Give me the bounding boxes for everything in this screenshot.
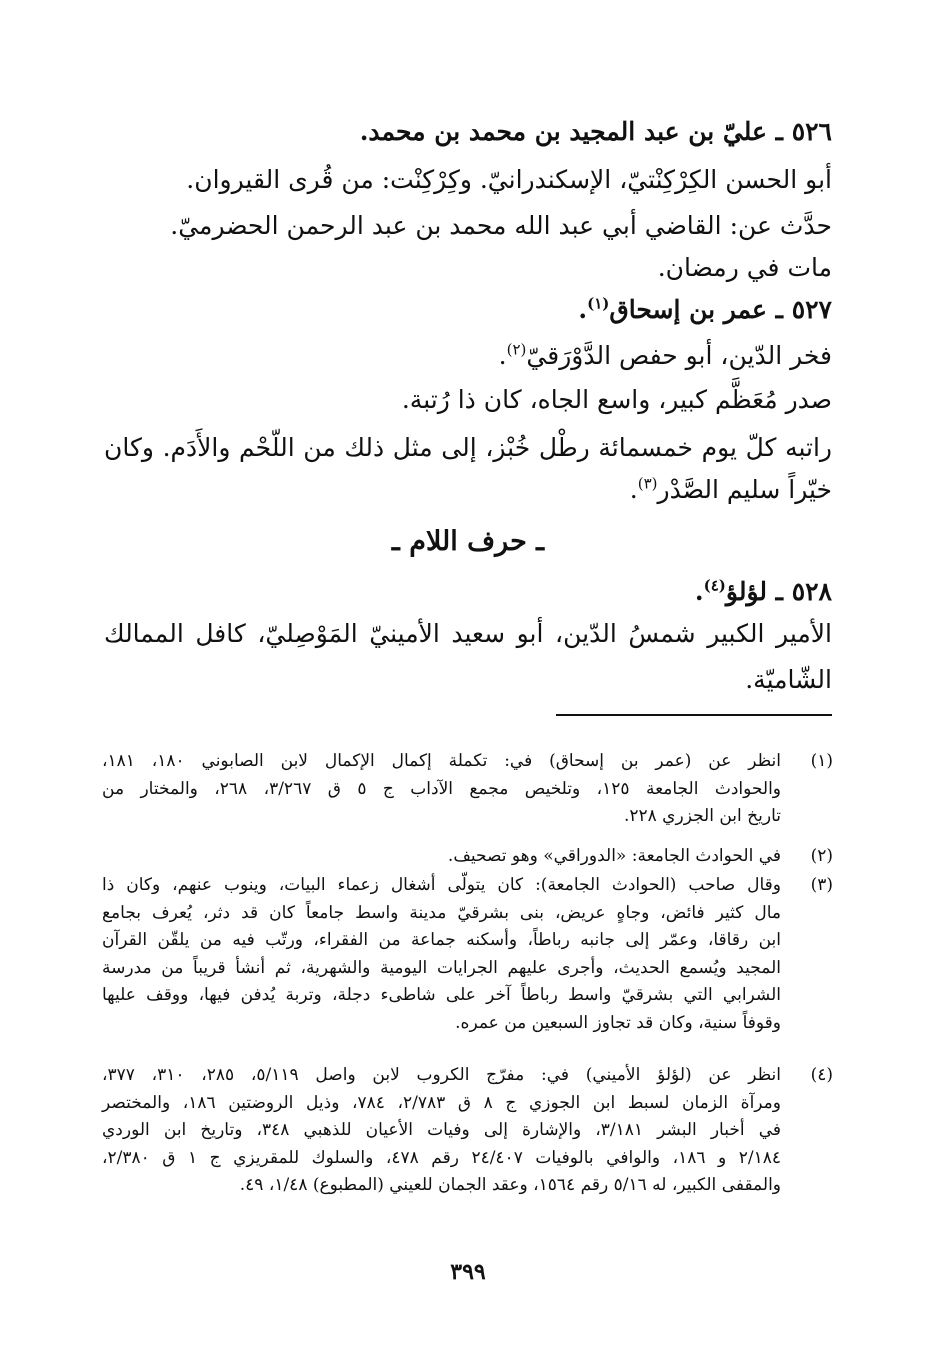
entry-527-line-1-end: . [498, 341, 507, 370]
footnote-ref-1: (١) [587, 294, 610, 313]
entry-527-line-1-text: فخر الدّين، أبو حفص الدَّوْرَقيّ [526, 341, 832, 370]
footnote-number: (٤) [810, 1065, 833, 1085]
entry-528-title-text: ٥٢٨ ـ لؤلؤ [725, 577, 832, 606]
entry-527-title-end: . [578, 295, 588, 324]
footnote-line: مال كثير فائض، وجاهٍ عريض، بنى بشرقيّ مدينة واسط جامعاً كان قد دثر، يُعرف بجامع [102, 902, 781, 923]
footnote-line: تاريخ ابن الجزري ٢٢٨. [623, 806, 781, 826]
footnote-line: انظر عن (لؤلؤ الأميني) في: مفرّج الكروب لابن واصل ٥/١١٩، ٢٨٥، ٣١٠، ٣٧٧، [102, 1065, 781, 1085]
footnote-number: (١) [810, 751, 833, 771]
footnote-line: وقوفاً سنية، وكان قد تجاوز السبعين من عمره. [455, 1012, 781, 1033]
section-heading: ـ حرف اللام ـ [391, 526, 545, 557]
entry-527-line-4 [104, 470, 832, 510]
entry-528-title [104, 572, 832, 612]
footnote-text [102, 843, 781, 871]
footnote-ref-3: (٣) [637, 474, 658, 493]
footnote-text [102, 872, 781, 1037]
footnote-line: ابن رقاقا، وعمّر إلى جانبه رباطاً، وأسكنه جماعة من الفقراء، ورتّب فيه من يلقّن القرآن [102, 930, 781, 950]
footnote-4 [102, 1062, 833, 1200]
entry-526-line-3: مات في رمضان. [657, 253, 832, 282]
footnote-line: والمقفى الكبير، له ٥/١٦ رقم ١٥٦٤، وعقد الجمان للعيني (المطبوع) ١/٤٨، ٤٩. [239, 1175, 781, 1195]
entry-526-title: ٥٢٦ ـ عليّ بن عبد المجيد بن محمد بن محمد. [359, 117, 832, 146]
footnote-number: (٣) [810, 875, 833, 895]
footnote-text [102, 1062, 781, 1200]
footnote-line: ٢/١٨٤ و ١٨٦، والوافي بالوفيات ٢٤/٤٠٧ رقم ٤٧٨، والسلوك للمقريزي ج ١ ق ٢/٣٨٠، [102, 1147, 781, 1168]
entry-527-line-3: راتبه كلّ يوم خمسمائة رطْل خُبْز، إلى مثل ذلك من اللّحْم والأَدَم. وكان [104, 433, 832, 462]
footnote-number: (٢) [810, 846, 833, 866]
footnote-1 [102, 748, 833, 831]
entry-527-title-text: ٥٢٧ ـ عمر بن إسحاق [609, 295, 832, 324]
page-number: ٣٩٩ [450, 1259, 486, 1285]
footnote-line: ومرآة الزمان لسبط ابن الجوزي ج ٨ ق ٢/٧٨٣، ٧٨٤، وذيل الروضتين ١٨٦، والمختصر [102, 1092, 781, 1113]
entry-528-title-end: . [694, 577, 704, 606]
entry-527-line-2: صدر مُعَظَّم كبير، واسع الجاه، كان ذا رُتبة. [401, 385, 832, 414]
footnote-3 [102, 872, 833, 1037]
footnote-line: وقال صاحب (الحوادث الجامعة): كان يتولّى أشغال زعماء البيات، وينوب عنهم، وكان ذا [102, 875, 781, 895]
footnote-line: انظر عن (عمر بن إسحاق) في: تكملة إكمال الإكمال لابن الصابوني ١٨٠، ١٨١، [102, 751, 782, 771]
footnote-2 [102, 843, 833, 871]
entry-527-line-4-text: خيّراً سليم الصَّدْر [657, 475, 832, 504]
footnote-text [102, 748, 781, 831]
footnote-line: في الحوادث الجامعة: «الدوراقي» وهو تصحيف. [447, 846, 781, 866]
footnote-line: في أخبار البشر ٣/١٨١، والإشارة إلى وفيات الأعيان للذهبي ٣٤٨، وتاريخ ابن الوردي [102, 1120, 782, 1140]
footnote-ref-4: (٤) [703, 576, 726, 595]
footnote-ref-2: (٢) [506, 340, 527, 359]
entry-527-title [104, 290, 832, 330]
entry-526-line-2: حدَّث عن: القاضي أبي عبد الله محمد بن عبد الرحمن الحضرميّ. [170, 211, 832, 240]
footnote-line: المجيد ويُسمع الحديث، وأجرى عليهم الجرايات اليومية والشهرية، ثم أنشأ قريباً من مدرسة [102, 957, 781, 978]
entry-526-line-1: أبو الحسن الكِرْكِنْتيّ، الإسكندرانيّ. وكِرْكِنْت: من قُرى القيروان. [186, 165, 832, 194]
entry-528-line-2: الشّاميّة. [745, 665, 832, 694]
footnote-separator [556, 714, 832, 716]
footnote-line: والحوادث الجامعة ١٢٥، وتلخيص مجمع الآداب ج ٥ ق ٣/٢٦٧، ٢٦٨، والمختار من [102, 778, 781, 799]
entry-527-line-1 [104, 336, 832, 376]
entry-527-line-4-end: . [629, 475, 638, 504]
footnote-line: الشرابي التي بشرقيّ واسط رباطاً آخر على شاطىء دجلة، وتربة يُدفن فيها، ووقف عليها [102, 985, 781, 1005]
entry-528-line-1: الأمير الكبير شمسُ الدّين، أبو سعيد الأمينيّ المَوْصِليّ، كافل الممالك [104, 619, 832, 648]
